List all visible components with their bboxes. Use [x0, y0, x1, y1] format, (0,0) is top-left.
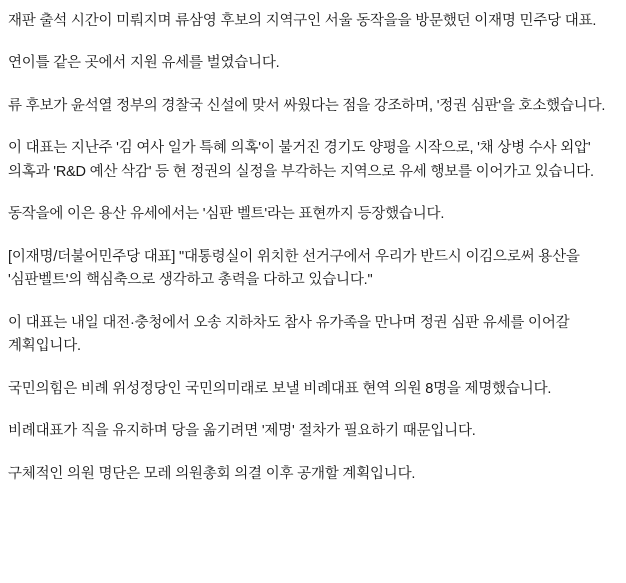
article-paragraph: 연이틀 같은 곳에서 지원 유세를 벌였습니다. [8, 55, 280, 72]
article-paragraph: 국민의힘은 비례 위성정당인 국민의미래로 보낼 비례대표 현역 의원 8명을 제명했습니다. [8, 380, 552, 397]
article-paragraph: 이 대표는 지난주 '김 여사 일가 특혜 의혹'이 불거진 경기도 양평을 시작으로, '채 상병 수사 외압' 의혹과 'R&D 예산 삭감' 등 현 정권의 실정을 부각하는 지역으로 유세 행보를 이어가고 있습니다. [8, 140, 594, 180]
article-paragraph: 이 대표는 내일 대전·충청에서 오송 지하차도 참사 유가족을 만나며 정권 심판 유세를 이어갈 계획입니다. [8, 314, 570, 355]
article-paragraph: 동작을에 이은 용산 유세에서는 '심판 벨트'라는 표현까지 등장했습니다. [8, 206, 445, 223]
article-paragraph: 비례대표가 직을 유지하며 당을 옮기려면 '제명' 절차가 필요하기 때문입니다. [8, 423, 476, 440]
article-paragraph: 재판 출석 시간이 미뤄지며 류삼영 후보의 지역구인 서울 동작을을 방문했던 이재명 민주당 대표. [8, 13, 597, 29]
article-paragraph: 류 후보가 윤석열 정부의 경찰국 신설에 맞서 싸웠다는 점을 강조하며, '정권 심판'을 호소했습니다. [8, 97, 606, 114]
article-paragraph: 구체적인 의원 명단은 모레 의원총회 의결 이후 공개할 계획입니다. [8, 465, 416, 482]
article-paragraph: [이재명/더불어민주당 대표] "대통령실이 위치한 선거구에서 우리가 반드시 이김으로써 용산을 '심판벨트'의 핵심축으로 생각하고 총력을 다하고 있습니다." [8, 248, 580, 289]
